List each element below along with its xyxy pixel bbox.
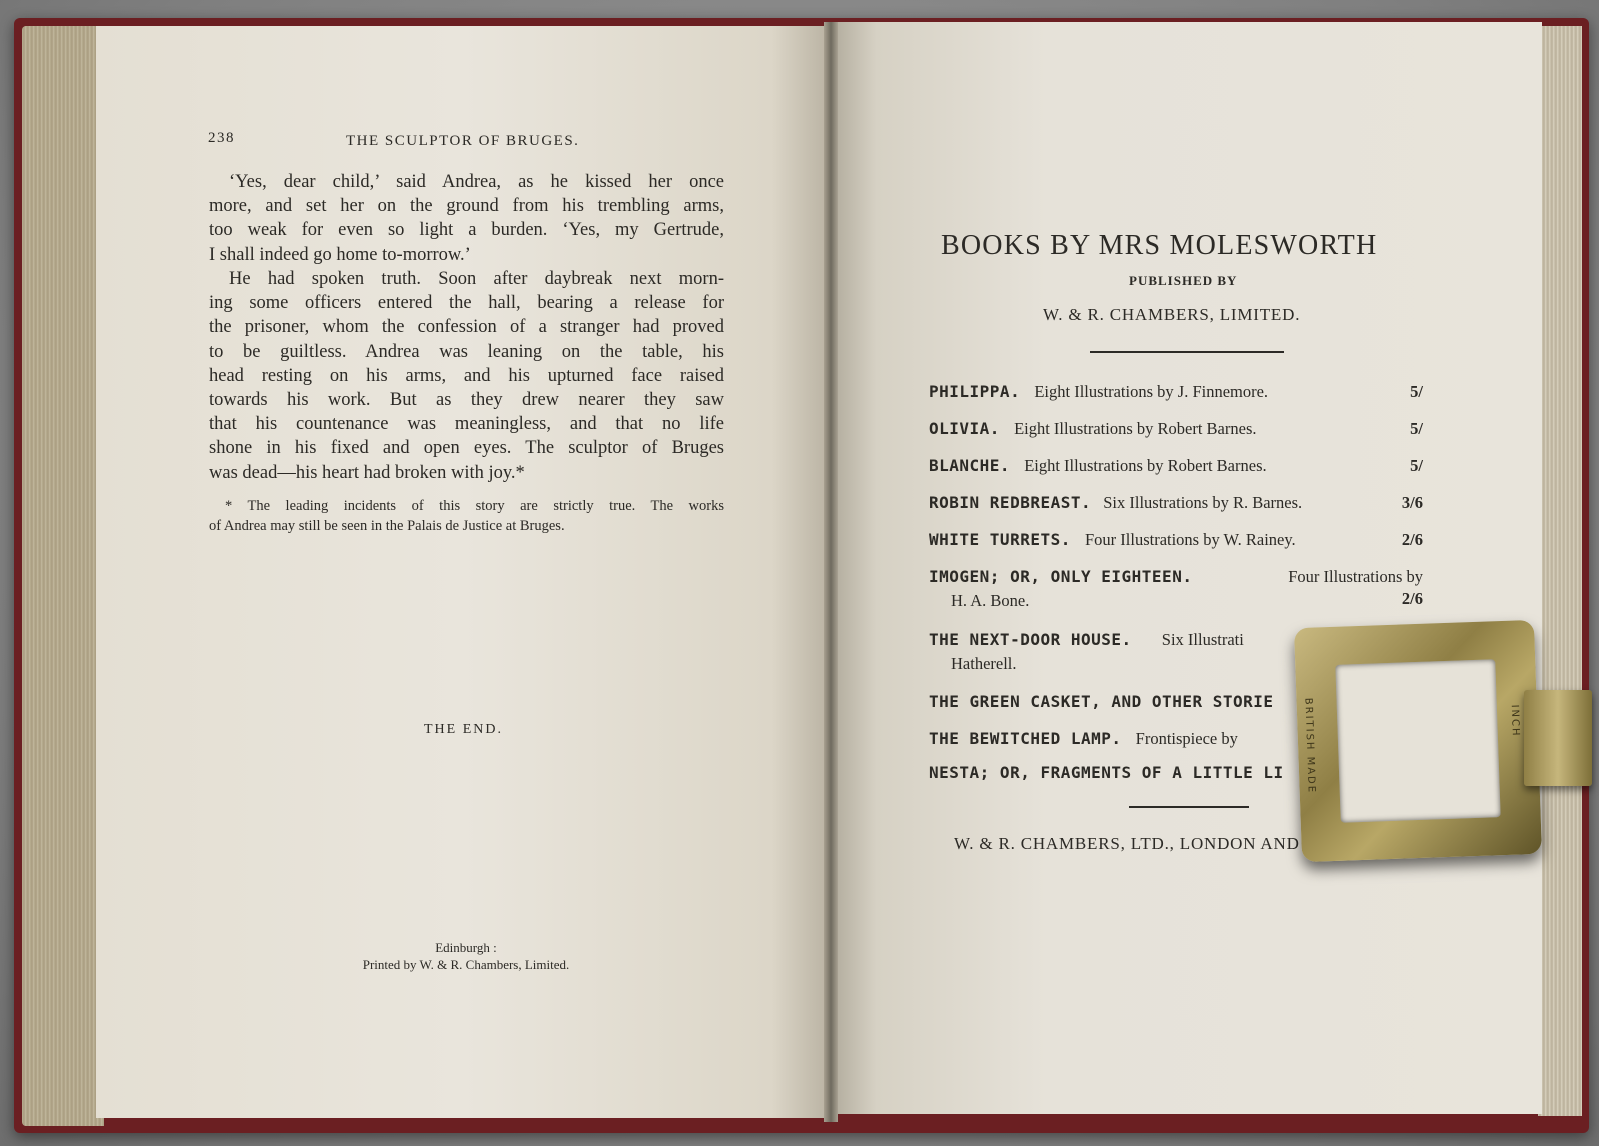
paragraph-2 — [209, 267, 724, 485]
text-line: more, and set her on the ground from his trembling arms, — [209, 196, 724, 217]
the-end: THE END. — [424, 722, 503, 737]
left-page-edges — [22, 26, 104, 1126]
list-title: BOOKS BY MRS MOLESWORTH — [941, 230, 1378, 261]
text-line: the prisoner, whom the confession of a stranger had proved — [209, 317, 724, 338]
text-line: was dead—his heart had broken with joy.* — [209, 462, 525, 483]
book-price: 2/6 — [1401, 589, 1423, 608]
book-title: IMOGEN; OR, ONLY EIGHTEEN. — [929, 567, 1193, 586]
book-price: 5/ — [1410, 419, 1423, 438]
text-line: He had spoken truth. Soon after daybreak next morn- — [229, 269, 724, 289]
book-price: 2/6 — [1401, 530, 1423, 549]
book-desc: Eight Illustrations by Robert Barnes. — [1024, 456, 1267, 475]
book-price: 3/6 — [1401, 493, 1423, 512]
magnifier-lens — [1335, 659, 1500, 822]
book-price: 5/ — [1410, 456, 1423, 475]
divider-rule — [1090, 351, 1284, 353]
book-item — [929, 567, 1423, 611]
text-line: I shall indeed go home to-morrow.’ — [209, 244, 471, 265]
book-desc: Six Illustrations by R. Barnes. — [1103, 493, 1303, 512]
page-number: 238 — [208, 130, 235, 146]
text-line: ing some officers entered the hall, bearing a release for — [209, 293, 724, 314]
book-title: NESTA; OR, FRAGMENTS OF A LITTLE LI — [929, 763, 1284, 782]
book-title: BLANCHE. — [929, 456, 1011, 475]
book-title: OLIVIA. — [929, 419, 1000, 438]
book-desc-cont: Hatherell. — [951, 654, 1017, 673]
footnote-line: of Andrea may still be seen in the Palais de Justice at Bruges. — [209, 518, 565, 534]
published-by: PUBLISHED BY — [1129, 273, 1238, 288]
book-desc: Eight Illustrations by Robert Barnes. — [1014, 419, 1257, 438]
book-title: PHILIPPA. — [929, 382, 1021, 401]
imprint-line-1: Edinburgh : — [435, 940, 497, 955]
text-line: to be guiltless. Andrea was leaning on the table, his — [209, 341, 724, 362]
book-desc: Six Illustrati — [1161, 630, 1244, 649]
book-item — [929, 419, 1423, 439]
book-title: ROBIN REDBREAST. — [929, 493, 1092, 512]
book-desc-cont: H. A. Bone. — [951, 591, 1030, 610]
book-desc: Four Illustrations by — [1288, 567, 1423, 586]
book-title: THE NEXT-DOOR HOUSE. — [929, 630, 1132, 649]
book-item — [929, 382, 1423, 402]
text-line: shone in his fixed and open eyes. The sculptor of Bruges — [209, 438, 724, 459]
text-line: towards his work. But as they drew nearer they saw — [209, 390, 724, 411]
paragraph-1 — [209, 170, 724, 267]
book-gutter — [824, 22, 838, 1122]
brass-magnifier — [1294, 620, 1542, 862]
book-price: 5/ — [1410, 382, 1423, 401]
magnifier-engraving: BRITISH MADE — [1302, 697, 1317, 795]
right-page-edges — [1538, 26, 1582, 1116]
publisher-name: W. & R. CHAMBERS, LIMITED. — [1043, 305, 1301, 324]
magnifier-engraving: INCH — [1508, 704, 1521, 738]
running-head: THE SCULPTOR OF BRUGES. — [346, 133, 580, 149]
text-line: that his countenance was meaningless, and that no life — [209, 414, 724, 435]
text-line: ‘Yes, dear child,’ said Andrea, as he kissed her once — [229, 172, 724, 192]
book-title: THE GREEN CASKET, AND OTHER STORIE — [929, 692, 1274, 711]
book-desc: Eight Illustrations by J. Finnemore. — [1034, 382, 1269, 401]
book-item — [929, 530, 1423, 550]
book-desc: Four Illustrations by W. Rainey. — [1084, 530, 1296, 549]
text-line: too weak for even so light a burden. ‘Yes, my Gertrude, — [209, 220, 724, 241]
book-item — [929, 493, 1423, 513]
publisher-footer: W. & R. CHAMBERS, LTD., LONDON AND — [954, 834, 1300, 853]
footnote — [209, 496, 724, 536]
book-title: THE BEWITCHED LAMP. — [929, 729, 1122, 748]
book-item — [929, 456, 1423, 476]
footnote-line: * The leading incidents of this story are strictly true. The works — [225, 498, 724, 514]
magnifier-tab — [1524, 690, 1592, 786]
imprint-line-2: Printed by W. & R. Chambers, Limited. — [362, 957, 570, 972]
book-title: WHITE TURRETS. — [929, 530, 1071, 549]
divider-rule-bottom — [1129, 806, 1249, 808]
text-line: head resting on his arms, and his upturned face raised — [209, 365, 724, 386]
book-desc: Frontispiece by — [1135, 729, 1238, 748]
